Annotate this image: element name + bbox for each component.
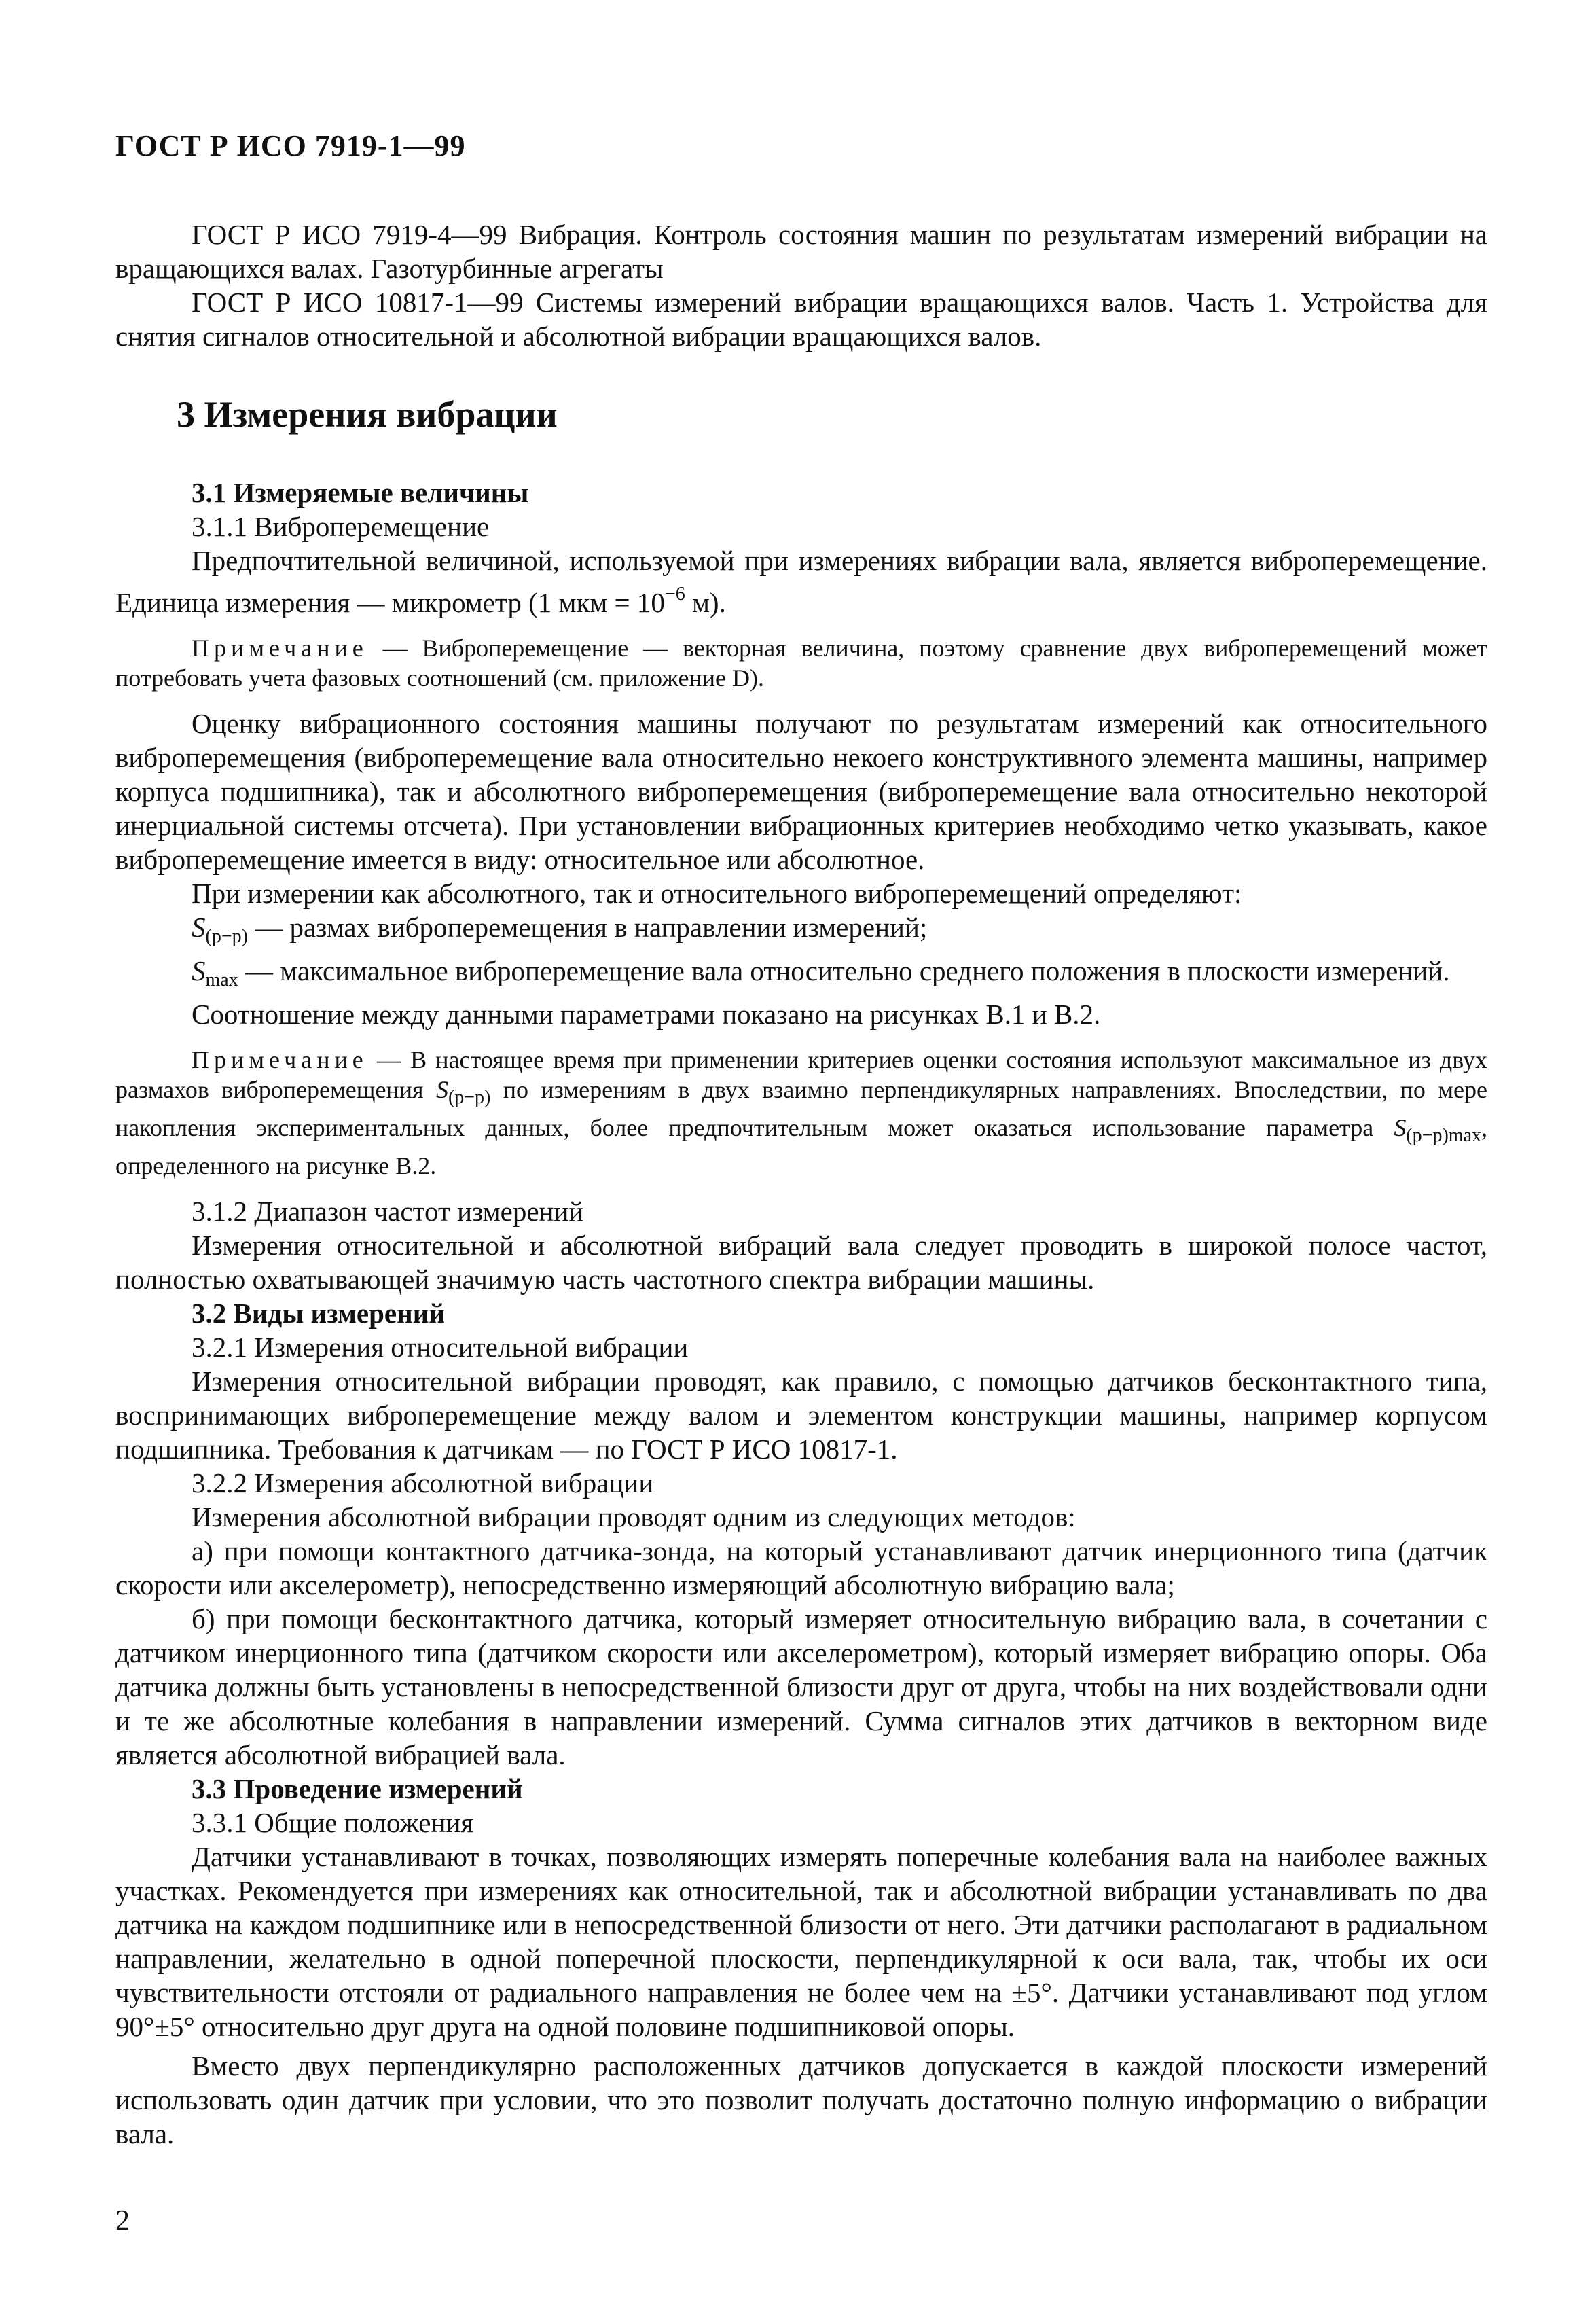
definition-max xyxy=(115,954,1487,997)
paragraph-preferred-quantity xyxy=(115,543,1487,620)
subsection-3-3-1-title: 3.3.1 Общие положения xyxy=(192,1807,474,1838)
list-item-b: б) при помощи бесконтактного датчика, который измеряет относительную вибрацию вала, в сочетании с датчиком инерционного типа (датчиком скорости или акселерометром), который измеряет вибрацию опоры. Оба датчика должны быть установлены в непосредственной близости друг от друга, чтобы на них воздействовали одни и те же абсолютные колебания в направлении измерений. Сумма сигналов этих датчиков в векторном виде является абсолютной вибрацией вала. xyxy=(115,1603,1487,1770)
symbol-subscript: (p−p) xyxy=(205,926,248,947)
reference-gost-10817-1: ГОСТ Р ИСО 10817-1—99 Системы измерений вибрации вращающихся валов. Часть 1. Устройства для снятия сигналов относительной и абсолютной вибрации вращающихся валов. xyxy=(115,287,1487,352)
note-label: Примечание xyxy=(192,634,368,662)
note-vector-quantity xyxy=(115,633,1487,693)
page-number: 2 xyxy=(115,2205,130,2236)
symbol-s: S xyxy=(192,955,206,986)
definition-text: — размах виброперемещения в направлении измерений; xyxy=(247,912,928,943)
note-text: — В настоящее время при применении критериев оценки состояния используют максимальное из двух размахов виброперемещения xyxy=(115,1046,1487,1103)
symbol-subscript: (p−p)max xyxy=(1406,1125,1481,1146)
subsection-3-1-title: 3.1 Измеряемые величины xyxy=(192,477,529,508)
exponent: −6 xyxy=(664,584,685,605)
definition-peak-to-peak xyxy=(115,910,1487,954)
subsection-3-3-title: 3.3 Проведение измерений xyxy=(192,1773,523,1804)
symbol-s: S xyxy=(192,912,206,943)
definition-text: — максимальное виброперемещение вала относительно среднего положения в плоскости измерений. xyxy=(238,955,1450,986)
reference-gost-7919-4: ГОСТ Р ИСО 7919-4—99 Вибрация. Контроль состояния машин по результатам измерений вибрации на вращающихся валах. Газотурбинные агрегаты xyxy=(115,219,1487,284)
note-text: — Виброперемещение — векторная величина, поэтому сравнение двух виброперемещений может потребовать учета фазовых соотношений (см. приложение D). xyxy=(115,634,1487,692)
symbol-subscript: (p−p) xyxy=(448,1087,491,1108)
paragraph-relative-vibration: Измерения относительной вибрации проводят, как правило, с помощью датчиков бесконтактного типа, воспринимающих виброперемещение между валом и элементом конструкции машины, например корпусом подшипника. Требования к датчикам — по ГОСТ Р ИСО 10817-1. xyxy=(115,1365,1487,1465)
list-item-a: а) при помощи контактного датчика-зонда, на который устанавливают датчик инерционного типа (датчик скорости или акселерометр), непосредственно измеряющий абсолютную вибрацию вала; xyxy=(115,1535,1487,1601)
subsection-3-2-2-title: 3.2.2 Измерения абсолютной вибрации xyxy=(192,1467,654,1499)
paragraph-absolute-vibration: Измерения абсолютной вибрации проводят одним из следующих методов: xyxy=(192,1501,1076,1533)
subsection-3-2-1-title: 3.2.1 Измерения относительной вибрации xyxy=(192,1331,689,1363)
paragraph-text: м). xyxy=(685,587,726,618)
paragraph-sensor-placement: Датчики устанавливают в точках, позволяющих измерять поперечные колебания вала на наиболее важных участках. Рекомендуется при измерениях как относительной, так и абсолютной вибрации устанавливать по два датчика на каждом подшипнике или в непосредственной близости от него. Эти датчики располагают в радиальном направлении, желательно в одной поперечной плоскости, перпендикулярной к оси вала, так, чтобы их оси чувствительности отстояли от радиального направления не более чем на ±5°. Датчики устанавливают под углом 90°±5° относительно друг друга на одной половине подшипниковой опоры. xyxy=(115,1841,1487,2042)
subsection-3-1-1-title: 3.1.1 Виброперемещение xyxy=(192,511,490,542)
note-text: по измерениям в двух взаимно перпендикулярных направлениях. Впоследствии, по мере накопления экспериментальных данных, более предпочтительным может оказаться использование параметра xyxy=(115,1076,1488,1141)
subsection-3-1-2-title: 3.1.2 Диапазон частот измерений xyxy=(192,1196,584,1227)
symbol-s: S xyxy=(1394,1114,1407,1141)
note-label: Примечание xyxy=(192,1046,368,1073)
paragraph-single-sensor: Вместо двух перпендикулярно расположенных датчиков допускается в каждой плоскости измерений использовать один датчик при условии, что это позволит получать достаточно полную информацию о вибрации вала. xyxy=(115,2050,1487,2149)
note-text: , определенного на рисунке В.2. xyxy=(115,1114,1487,1179)
paragraph-assessment: Оценку вибрационного состояния машины получают по результатам измерений как относительного виброперемещения (виброперемещение вала относительно некоего конструктивного элемента машины, например корпуса подшипника), так и абсолютного виброперемещения (виброперемещение вала относительно некоторой инерциальной системы отсчета). При установлении вибрационных критериев необходимо четко указывать, какое виброперемещение имеется в виду: относительное или абсолютное. xyxy=(115,708,1487,875)
document-header: ГОСТ Р ИСО 7919-1—99 xyxy=(115,129,466,162)
subsection-3-2-title: 3.2 Виды измерений xyxy=(192,1298,445,1329)
note-criteria xyxy=(115,1045,1487,1181)
document-page xyxy=(115,129,1487,2151)
section-3-title: 3 Измерения вибрации xyxy=(177,394,558,435)
paragraph-figures-ref: Соотношение между данными параметрами показано на рисунках В.1 и В.2. xyxy=(192,999,1101,1030)
paragraph-text: Предпочтительной величиной, используемой при измерениях вибрации вала, является виброперемещение. Единица измерения — микрометр (1 мкм = 10 xyxy=(115,545,1487,618)
paragraph-determine: При измерении как абсолютного, так и относительного виброперемещений определяют: xyxy=(192,878,1242,909)
symbol-subscript: max xyxy=(205,969,238,990)
symbol-s: S xyxy=(435,1076,448,1103)
paragraph-frequency-range: Измерения относительной и абсолютной вибраций вала следует проводить в широкой полосе частот, полностью охватывающей значимую часть частотного спектра вибрации машины. xyxy=(115,1230,1487,1295)
